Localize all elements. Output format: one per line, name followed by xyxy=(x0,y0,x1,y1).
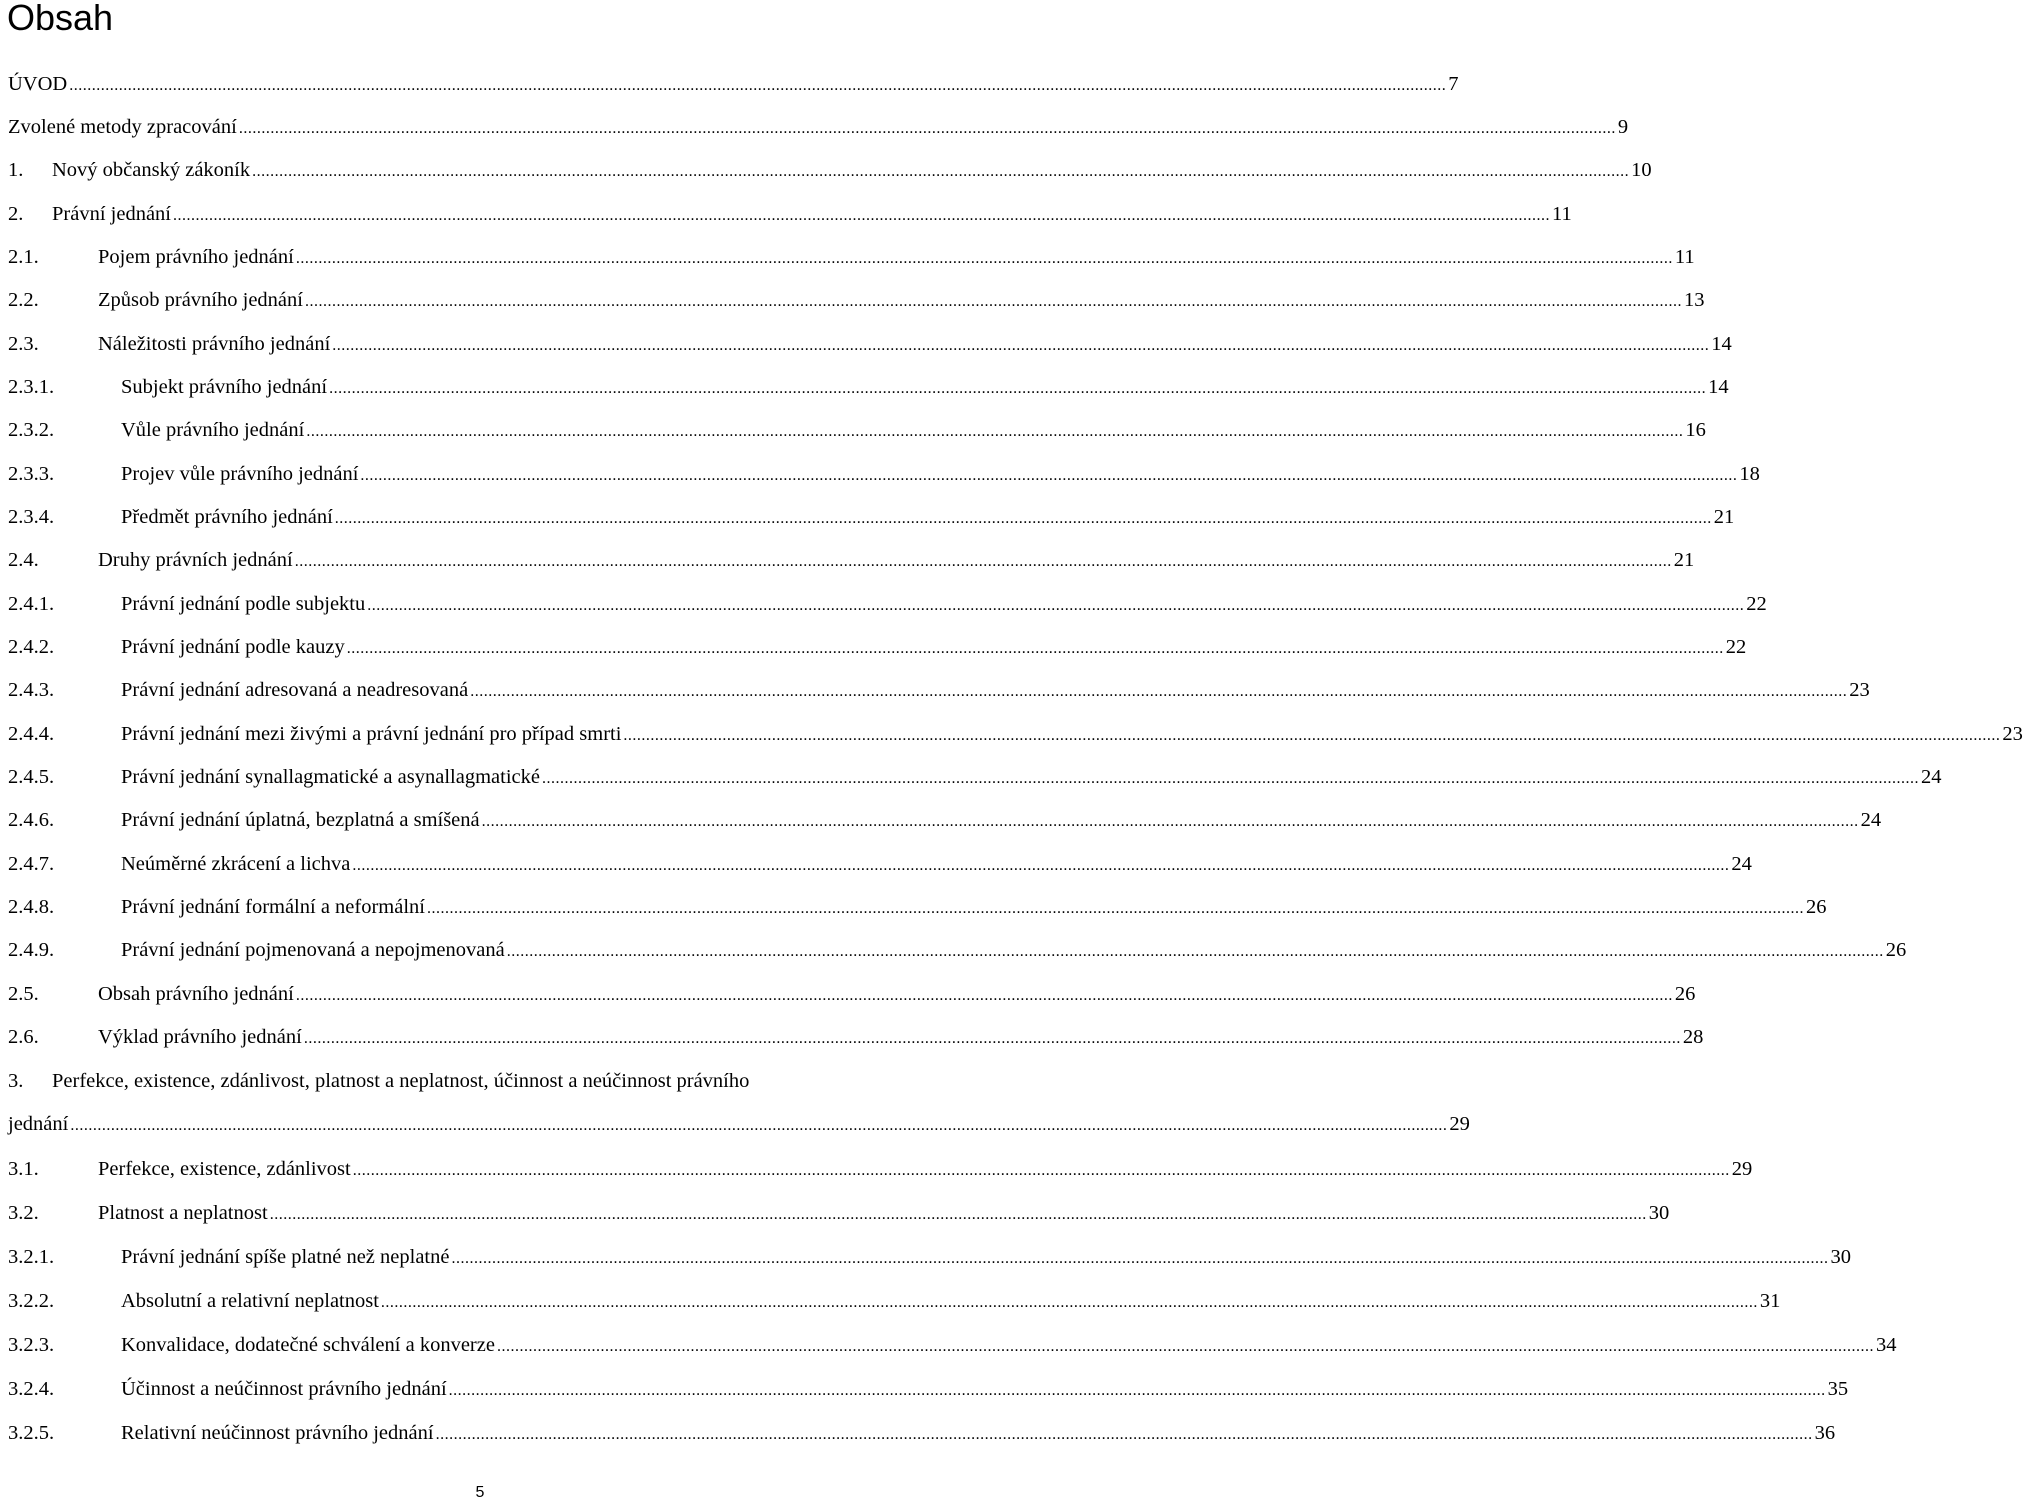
dot-leader xyxy=(427,895,1804,923)
toc-entry-title: Obsah právního jednání xyxy=(98,983,294,1005)
toc-entry[interactable] xyxy=(8,1331,1897,1359)
toc-entry-number: 3.2. xyxy=(8,1202,39,1224)
toc-entry[interactable] xyxy=(8,806,1882,834)
toc-entry-title: Právní jednání spíše platné než neplatné xyxy=(121,1246,450,1268)
toc-entry-title: Vůle právního jednání xyxy=(121,419,305,441)
toc-entry-number: 2.3.3. xyxy=(8,463,55,485)
toc-entry[interactable] xyxy=(8,590,1767,618)
toc-entry-title: ÚVOD xyxy=(8,73,68,95)
toc-entry-page: 24 xyxy=(1860,809,1882,831)
dot-leader xyxy=(542,765,1919,793)
page-title: Obsah xyxy=(7,0,114,38)
toc-entry-number: 3.2.1. xyxy=(8,1246,55,1268)
dot-leader xyxy=(353,1157,1730,1185)
toc-entry-title: Nový občanský zákoník xyxy=(52,159,251,181)
toc-entry-page: 28 xyxy=(1682,1026,1704,1048)
toc-entry-number: 2.3.2. xyxy=(8,419,55,441)
toc-entry-number: 2.4.4. xyxy=(8,723,55,745)
toc-entry[interactable] xyxy=(8,156,1652,184)
toc-entry-title: Subjekt právního jednání xyxy=(121,376,328,398)
dot-leader xyxy=(304,1025,1681,1053)
toc-entry-number: 2.4.7. xyxy=(8,853,55,875)
toc-entry-page: 22 xyxy=(1725,636,1747,658)
dot-leader xyxy=(252,158,1629,186)
toc-entry-page: 9 xyxy=(1617,116,1629,138)
toc-entry[interactable] xyxy=(8,633,1747,661)
dot-leader xyxy=(306,418,1683,446)
toc-entry-number: 3.2.3. xyxy=(8,1334,55,1356)
dot-leader xyxy=(329,375,1706,403)
toc-entry-title: Právní jednání mezi živými a právní jednání pro případ smrti xyxy=(121,723,622,745)
toc-entry-number: 2.6. xyxy=(8,1026,39,1048)
toc-entry-page: 11 xyxy=(1674,246,1695,268)
toc-entry[interactable] xyxy=(8,373,1729,401)
toc-entry[interactable] xyxy=(8,1155,1753,1183)
dot-leader xyxy=(449,1377,1826,1405)
toc-entry-page: 23 xyxy=(1849,679,1870,701)
toc-entry-page: 34 xyxy=(1875,1334,1897,1356)
toc-entry[interactable] xyxy=(8,676,1870,704)
toc-entry[interactable] xyxy=(8,200,1572,228)
toc-entry-title: Způsob právního jednání xyxy=(98,289,303,311)
toc-entry-page: 30 xyxy=(1830,1246,1851,1268)
toc-entry-number: 2.1. xyxy=(8,246,39,268)
toc-entry-number: 2.4.6. xyxy=(8,809,55,831)
toc-entry[interactable] xyxy=(8,330,1732,358)
toc-entry-page: 29 xyxy=(1731,1158,1753,1180)
toc-entry[interactable] xyxy=(8,1287,1781,1315)
dot-leader xyxy=(381,1289,1758,1317)
toc-entry-number: 3.1. xyxy=(8,1158,39,1180)
toc-entry-number: 3. xyxy=(8,1070,24,1092)
toc-entry-title: Právní jednání podle kauzy xyxy=(121,636,345,658)
toc-entry-page: 30 xyxy=(1648,1202,1670,1224)
toc-entry-title: Relativní neúčinnost právního jednání xyxy=(121,1422,434,1444)
toc-entry-title: Konvalidace, dodatečné schválení a konverze xyxy=(121,1334,495,1356)
toc-entry-number: 2.4.2. xyxy=(8,636,55,658)
toc-entry[interactable] xyxy=(8,763,1942,791)
dot-leader xyxy=(69,72,1446,100)
toc-entry[interactable] xyxy=(8,1199,1670,1227)
dot-leader xyxy=(436,1421,1813,1449)
toc-entry-number: 2.4.5. xyxy=(8,766,55,788)
dot-leader xyxy=(367,592,1744,620)
toc-entry-title: Pojem právního jednání xyxy=(98,246,294,268)
toc-entry-page: 14 xyxy=(1711,333,1732,355)
toc-entry[interactable] xyxy=(8,546,1695,574)
toc-entry-page: 26 xyxy=(1806,896,1827,918)
toc-entry-page: 29 xyxy=(1449,1113,1470,1135)
dot-leader xyxy=(239,115,1616,143)
toc-entry-page: 23 xyxy=(2002,723,2023,745)
toc-entry-number: 1. xyxy=(8,159,24,181)
dot-leader xyxy=(270,1201,1647,1229)
toc-entry-number: 2.3.4. xyxy=(8,506,55,528)
toc-entry-title: Právní jednání úplatná, bezplatná a smíšená xyxy=(121,809,480,831)
toc-entry-number: 2. xyxy=(8,203,24,225)
toc-entry-number: 2.4.8. xyxy=(8,896,55,918)
toc-entry-title: Předmět právního jednání xyxy=(121,506,333,528)
toc-entry-page: 31 xyxy=(1759,1290,1781,1312)
toc-entry-number: 3.2.5. xyxy=(8,1422,55,1444)
toc-entry[interactable] xyxy=(8,1375,1849,1403)
toc-entry-number: 2.4. xyxy=(8,549,39,571)
toc-entry-title: Druhy právních jednání xyxy=(98,549,293,571)
dot-leader xyxy=(507,938,1884,966)
dot-leader xyxy=(470,678,1847,706)
toc-entry[interactable] xyxy=(8,893,1827,921)
dot-leader xyxy=(352,852,1729,880)
dot-leader xyxy=(347,635,1724,663)
toc-entry-page: 14 xyxy=(1708,376,1729,398)
dot-leader xyxy=(70,1112,1447,1140)
dot-leader xyxy=(332,332,1709,360)
toc-entry-number: 2.2. xyxy=(8,289,39,311)
toc-entry-page: 13 xyxy=(1683,289,1705,311)
toc-entry-title: Právní jednání pojmenovaná a nepojmenovaná xyxy=(121,939,505,961)
toc-entry-title: Projev vůle právního jednání xyxy=(121,463,359,485)
toc-entry[interactable] xyxy=(8,1243,1851,1271)
toc-entry[interactable] xyxy=(8,416,1706,444)
dot-leader xyxy=(295,548,1672,576)
toc-entry-number: 2.3.1. xyxy=(8,376,55,398)
toc-entry-title: Právní jednání formální a neformální xyxy=(121,896,425,918)
toc-entry-wrapped-line2[interactable] xyxy=(8,1110,1470,1138)
toc-entry-number: 3.2.4. xyxy=(8,1378,55,1400)
dot-leader xyxy=(623,722,2000,750)
dot-leader xyxy=(173,202,1550,230)
toc-entry[interactable] xyxy=(8,243,1695,271)
toc-entry-page: 24 xyxy=(1920,766,1942,788)
toc-entry-title: Zvolené metody zpracování xyxy=(8,116,237,138)
toc-entry-title-continued: jednání xyxy=(8,1113,69,1135)
toc-entry[interactable] xyxy=(8,1419,1836,1447)
toc-entry[interactable] xyxy=(8,720,2023,748)
toc-entry-title: Právní jednání xyxy=(52,203,171,225)
toc-entry-number: 2.4.9. xyxy=(8,939,55,961)
toc-entry-page: 10 xyxy=(1631,159,1652,181)
dot-leader xyxy=(360,462,1737,490)
dot-leader xyxy=(497,1333,1874,1361)
dot-leader xyxy=(482,808,1859,836)
toc-entry-number: 2.3. xyxy=(8,333,39,355)
toc-entry-page: 16 xyxy=(1685,419,1706,441)
toc-entry-page: 36 xyxy=(1814,1422,1836,1444)
toc-entry-page: 11 xyxy=(1552,203,1572,225)
page-number: 5 xyxy=(475,1484,485,1501)
toc-entry-title: Výklad právního jednání xyxy=(98,1026,302,1048)
toc-entry-title: Právní jednání podle subjektu xyxy=(121,593,366,615)
toc-entry-page: 7 xyxy=(1448,73,1459,95)
toc-entry-page: 21 xyxy=(1673,549,1695,571)
toc-entry-title: Platnost a neplatnost xyxy=(98,1202,268,1224)
toc-entry-title: Perfekce, existence, zdánlivost xyxy=(98,1158,351,1180)
toc-entry[interactable] xyxy=(8,113,1629,141)
toc-entry-number: 2.4.3. xyxy=(8,679,55,701)
dot-leader xyxy=(451,1245,1828,1273)
toc-entry-wrapped-line1[interactable] xyxy=(8,1067,958,1095)
toc-entry[interactable] xyxy=(8,980,1696,1008)
toc-entry-number: 2.5. xyxy=(8,983,39,1005)
toc-entry-title: Absolutní a relativní neplatnost xyxy=(121,1290,379,1312)
toc-entry-page: 24 xyxy=(1731,853,1752,875)
dot-leader xyxy=(335,505,1712,533)
toc-entry-number: 2.4.1. xyxy=(8,593,55,615)
toc-entry-title: Perfekce, existence, zdánlivost, platnost a neplatnost, účinnost a neúčinnost právního xyxy=(52,1070,750,1092)
toc-entry[interactable] xyxy=(8,936,1907,964)
toc-entry-page: 18 xyxy=(1739,463,1760,485)
toc-entry-page: 35 xyxy=(1827,1378,1849,1400)
dot-leader xyxy=(296,245,1673,273)
toc-entry-page: 21 xyxy=(1713,506,1735,528)
dot-leader xyxy=(305,288,1682,316)
toc-entry-number: 3.2.2. xyxy=(8,1290,55,1312)
toc-entry-page: 26 xyxy=(1674,983,1696,1005)
toc-entry-title: Účinnost a neúčinnost právního jednání xyxy=(121,1378,447,1400)
toc-entry[interactable] xyxy=(8,70,1459,98)
toc-entry[interactable] xyxy=(8,286,1705,314)
toc-entry-page: 26 xyxy=(1885,939,1907,961)
toc-entry[interactable] xyxy=(8,1023,1704,1051)
toc-entry-title: Náležitosti právního jednání xyxy=(98,333,331,355)
toc-entry-title: Právní jednání adresovaná a neadresovaná xyxy=(121,679,469,701)
toc-entry[interactable] xyxy=(8,460,1760,488)
toc-entry-page: 22 xyxy=(1746,593,1767,615)
toc-entry[interactable] xyxy=(8,503,1735,531)
toc-entry[interactable] xyxy=(8,850,1752,878)
toc-entry-title: Neúměrné zkrácení a lichva xyxy=(121,853,351,875)
dot-leader xyxy=(296,982,1673,1010)
toc-entry-title: Právní jednání synallagmatické a asynallagmatické xyxy=(121,766,540,788)
